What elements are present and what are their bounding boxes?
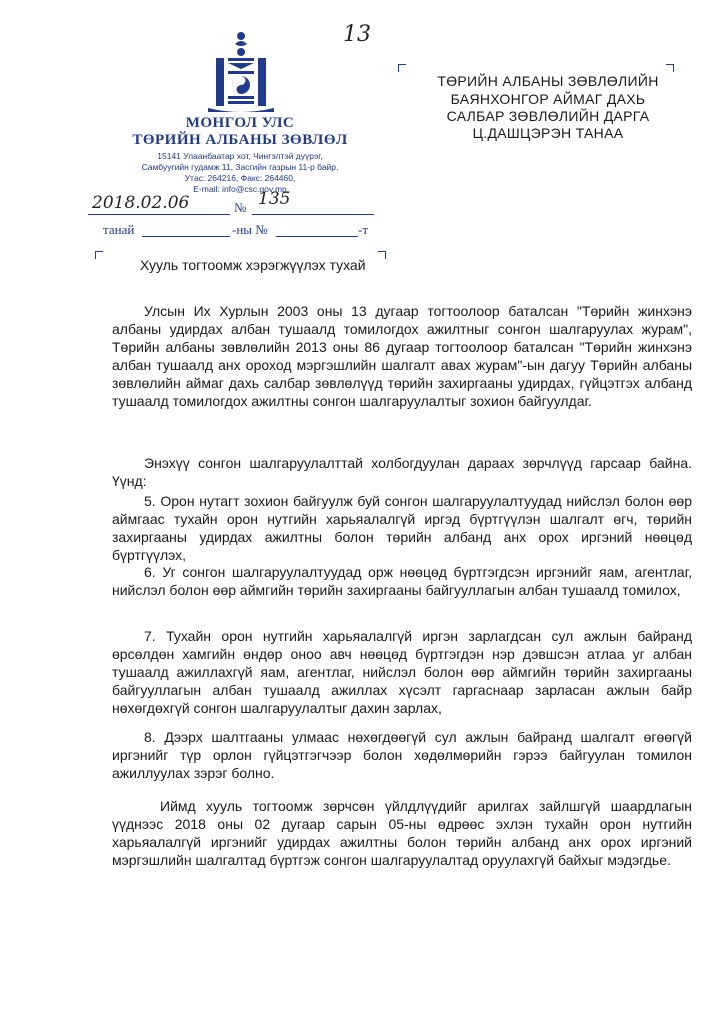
address-email: E-mail: info@csc.gov.mn xyxy=(193,184,287,194)
letter-subject: Хууль тогтоомж хэрэгжүүлэх тухай xyxy=(140,257,366,273)
tanai-label: танай xyxy=(103,222,135,237)
handwritten-page-number: 13 xyxy=(343,22,371,47)
subject-corner-right xyxy=(378,251,386,259)
t-suffix-label: -т xyxy=(358,222,369,237)
body-paragraph-1: Улсын Их Хурлын 2003 оны 13 дугаар тогтоолоор баталсан "Төрийн жинхэнэ албаны удирдах албан тушаалд томилогдох ажилтныг сонгон шалгаруулах журам", Төрийн албаны зөвлөлийн 2013 оны 86 дугаар тогтоолоор баталсан "Төрийн жинхэнэ албан тушаалд анх ороход мэргэшлийн шалгалт авах журам"-ын дагуу Төрийн албаны зөвлөлийн аймаг дахь салбар зөвлөлүүд төрийн захиргааны удирдах, гүйцэтгэх албанд тушаалд томилогдох ажилтны сонгон шалгаруулалтыг зохион байгуулдаг. xyxy=(112,303,692,409)
addressee-line1: ТӨРИЙН АЛБАНЫ ЗӨВЛӨЛИЙН xyxy=(437,73,659,89)
body-paragraph-conclusion: Иймд хууль тогтоомж зөрчсөн үйлдлүүдийг арилгах зайлшгүй шаардлагын үүднээс 2018 оны 02 дугаар сарын 05-ны өдрөөс эхлэн тухайн орон нутгийн харьяалалгүй иргэнийг удирдах ажилтны болон төрийн албанд анх орох иргэний мэргэшлийн шалгалтад бүртгэж сонгон шалгаруулалтад оруулахгүй байхыг мэдэгдье. xyxy=(112,798,692,868)
body-paragraph-2: Энэхүү сонгон шалгаруулалттай холбогдуулан дараах зөрчлүүд гарсаар байна. Үүнд: xyxy=(112,455,692,489)
address-line3: Утас: 264216, Факс: 264460, xyxy=(184,173,296,183)
addressee-line4: Ц.ДАШЦЭРЭН ТАНАА xyxy=(472,125,624,141)
addressee-corner-left xyxy=(398,64,406,72)
soyombo-state-emblem-icon xyxy=(208,30,274,112)
body-item-7: 7. Тухайн орон нутгийн харьяалалгүй иргэн зарлагдсан сул ажлын байранд өрсөлдөн хамгийн өндөр оноо авч нөөцөд бүртгэгдэн нэр дэвшсэн атлаа уг албан тушаалд ажиллахгүй яам, агентлаг, нийслэл болон өөр аймгийн төрийн захиргааны байгууллагын албан тушаалд ажиллах хүсэлт гаргаснаар зарласан ажлын байр нөхөгдөхгүй сонгон шалгаруулалтыг дахин зарлах, xyxy=(112,628,692,716)
number-underline xyxy=(252,214,374,215)
tanai-underline xyxy=(142,236,230,237)
subject-corner-left xyxy=(95,251,103,259)
address-line2: Самбуугийн гудамж 11, Засгийн газрын 11-р байр, xyxy=(141,162,339,172)
handwritten-date: 2018.02.06 xyxy=(92,193,190,213)
ny-no-underline xyxy=(276,236,358,237)
number-label: № xyxy=(234,200,247,215)
org-name-line2: ТӨРИЙН АЛБАНЫ ЗӨВЛӨЛ xyxy=(132,132,348,148)
org-name-line1: МОНГОЛ УЛС xyxy=(185,115,295,131)
addressee-corner-right xyxy=(666,64,674,72)
addressee-line3: САЛБАР ЗӨВЛӨЛИЙН ДАРГА xyxy=(446,108,650,124)
date-underline xyxy=(88,214,230,215)
body-item-8: 8. Дээрх шалтгааны улмаас нөхөгдөөгүй сул ажлын байранд шалгалт өгөөгүй иргэнийг түр орлон гүйцэтгэгчээр болон хөдөлмөрийн гэрээ байгуулан томилон ажиллуулах зэрэг болно. xyxy=(112,729,692,781)
handwritten-number: 135 xyxy=(258,189,291,209)
ny-no-label: -ны № xyxy=(232,222,268,237)
address-line1: 15141 Улаанбаатар хот, Чингэлтэй дүүрэг, xyxy=(157,151,323,161)
addressee-line2: БАЯНХОНГОР АЙМАГ ДАХЬ xyxy=(450,91,646,107)
body-item-6: 6. Уг сонгон шалгаруулалтуудад орж нөөцөд бүртгэгдсэн иргэнийг яам, агентлаг, нийслэл болон өөр аймгийн төрийн захиргааны байгууллагын албан тушаалд томилох, xyxy=(112,564,692,598)
body-item-5: 5. Орон нутагт зохион байгуулж буй сонгон шалгаруулалтуудад нийслэл болон өөр аймгаас тухайн орон нутгийн харьяалалгүй иргэд бүртгүүлэн шалгалт өгч, төрийн захиргааны удирдах ажилтны болон төрийн албанд анх орох иргэний нөөцөд бүртгүүлэх, xyxy=(112,493,692,563)
